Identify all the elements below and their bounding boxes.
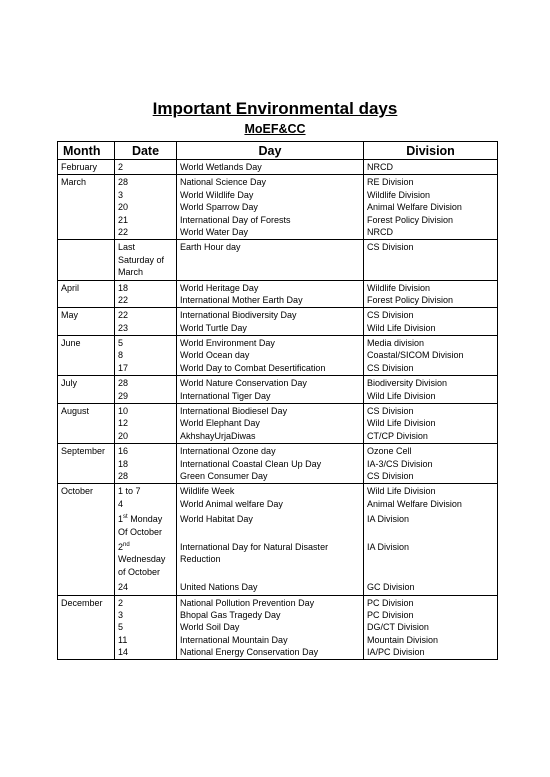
month-label: April: [61, 282, 80, 293]
division-cell: [364, 240, 498, 280]
date-text: 11: [118, 634, 128, 645]
division-cell: [364, 404, 498, 444]
date-text: 22: [118, 226, 129, 237]
date-cell: [115, 595, 177, 660]
division-text: CS Division: [367, 310, 414, 321]
date-text: 4: [118, 498, 124, 509]
day-cell: [177, 376, 364, 404]
day-cell: [177, 484, 364, 595]
month-label: March: [61, 177, 87, 188]
month-cell: [58, 160, 115, 175]
month-label: December: [61, 597, 103, 608]
month-label: September: [61, 446, 106, 457]
date-text: 1st Monday: [118, 514, 163, 525]
division-text: Wild Life Division: [367, 322, 436, 333]
environmental-days-table: [57, 141, 498, 660]
division-text: Ozone Cell: [367, 446, 412, 457]
day-cell: [177, 444, 364, 484]
table-row: [58, 280, 498, 308]
month-label: February: [61, 162, 98, 172]
day-text: Green Consumer Day: [180, 470, 268, 481]
date-cell: [115, 308, 177, 336]
date-text: 12: [118, 418, 129, 429]
day-text: World Ocean day: [180, 350, 250, 361]
division-text: NRCD: [367, 162, 393, 172]
date-text: 22: [118, 294, 129, 305]
division-text: Media division: [367, 338, 425, 349]
date-cell: [115, 175, 177, 240]
date-text: 17: [118, 362, 129, 373]
date-text: March: [118, 267, 144, 278]
day-cell: [177, 240, 364, 280]
date-text: 2: [118, 597, 124, 608]
date-text: 14: [118, 647, 129, 658]
date-text: 28: [118, 470, 129, 481]
month-label: May: [61, 310, 79, 321]
date-cell: [115, 376, 177, 404]
division-text: Wild Life Division: [367, 486, 436, 497]
day-text: National Pollution Prevention Day: [180, 597, 315, 608]
day-cell: [177, 280, 364, 308]
table-row: [58, 404, 498, 444]
division-text: PC Division: [367, 609, 414, 620]
division-cell: [364, 160, 498, 175]
date-cell: [115, 280, 177, 308]
day-text: International Day for Natural Disaster: [180, 541, 329, 552]
division-text: Wild Life Division: [367, 390, 436, 401]
table-header-row: [58, 142, 498, 160]
date-cell: [115, 240, 177, 280]
day-text: Wildlife Week: [180, 486, 235, 497]
day-text: World Heritage Day: [180, 282, 259, 293]
division-cell: [364, 175, 498, 240]
day-cell: [177, 175, 364, 240]
table-row: [58, 595, 498, 660]
division-text: NRCD: [367, 226, 393, 237]
month-cell: [58, 595, 115, 660]
table-row: [58, 160, 498, 175]
day-text: World Sparrow Day: [180, 202, 258, 213]
day-cell: [177, 595, 364, 660]
division-text: GC Division: [367, 582, 415, 593]
table-row: [58, 240, 498, 280]
day-text: International Day of Forests: [180, 214, 291, 225]
division-text: Wild Life Division: [367, 418, 436, 429]
table-row: [58, 484, 498, 595]
day-text: National Energy Conservation Day: [180, 647, 319, 658]
date-cell: [115, 484, 177, 595]
date-text: 10: [118, 406, 129, 417]
date-text: 2: [118, 162, 124, 172]
division-cell: [364, 280, 498, 308]
month-cell: [58, 376, 115, 404]
date-text: 29: [118, 390, 129, 401]
day-text: Bhopal Gas Tragedy Day: [180, 609, 281, 620]
division-text: IA-3/CS Division: [367, 458, 433, 469]
date-text: 20: [118, 202, 129, 213]
table-row: [58, 175, 498, 240]
date-text: 5: [118, 338, 124, 349]
division-text: IA Division: [367, 541, 410, 552]
date-text: of October: [118, 566, 161, 577]
table-body: [58, 160, 498, 660]
date-text: 24: [118, 582, 129, 593]
division-text: Animal Welfare Division: [367, 202, 462, 213]
day-text: World Water Day: [180, 226, 249, 237]
month-label: June: [61, 338, 81, 349]
day-text: Reduction: [180, 554, 221, 565]
header-date: Date: [115, 142, 177, 160]
date-text: 3: [118, 609, 124, 620]
table-row: [58, 308, 498, 336]
month-cell: [58, 404, 115, 444]
date-text: 18: [118, 458, 129, 469]
division-text: Coastal/SICOM Division: [367, 350, 464, 361]
day-text: World Environment Day: [180, 338, 275, 349]
division-text: CS Division: [367, 406, 414, 417]
division-text: Forest Policy Division: [367, 294, 454, 305]
date-text: 23: [118, 322, 129, 333]
division-text: CS Division: [367, 362, 414, 373]
header-day: Day: [177, 142, 364, 160]
date-text: 8: [118, 350, 124, 361]
division-cell: [364, 484, 498, 595]
division-text: CS Division: [367, 470, 414, 481]
day-text: International Biodiversity Day: [180, 310, 297, 321]
date-text: 21: [118, 214, 129, 225]
table-row: [58, 336, 498, 376]
division-text: DG/CT Division: [367, 622, 429, 633]
day-text: World Day to Combat Desertification: [180, 362, 326, 373]
division-cell: [364, 444, 498, 484]
day-text: World Wetlands Day: [180, 162, 262, 172]
date-cell: [115, 444, 177, 484]
division-text: CT/CP Division: [367, 430, 428, 441]
month-cell: [58, 280, 115, 308]
date-text: 22: [118, 310, 129, 321]
day-text: International Coastal Clean Up Day: [180, 458, 322, 469]
day-text: World Nature Conservation Day: [180, 378, 307, 389]
division-text: Biodiversity Division: [367, 378, 448, 389]
date-text: Of October: [118, 526, 163, 537]
month-cell: [58, 484, 115, 595]
day-text: World Animal welfare Day: [180, 498, 283, 509]
date-text: 18: [118, 282, 129, 293]
date-cell: [115, 336, 177, 376]
date-text: 3: [118, 189, 124, 200]
date-text: 2nd: [118, 541, 130, 552]
month-cell: [58, 336, 115, 376]
division-text: Mountain Division: [367, 634, 439, 645]
division-text: IA Division: [367, 514, 410, 525]
date-text: 28: [118, 378, 129, 389]
date-text: 1 to 7: [118, 486, 141, 497]
day-text: International Mountain Day: [180, 634, 288, 645]
division-text: IA/PC Division: [367, 647, 425, 658]
header-division: Division: [364, 142, 498, 160]
division-text: RE Division: [367, 177, 414, 188]
day-cell: [177, 336, 364, 376]
day-text: Earth Hour day: [180, 242, 241, 253]
date-text: Saturday of: [118, 254, 165, 265]
date-text: Last: [118, 242, 136, 253]
day-text: AkhshayUrjaDiwas: [180, 430, 256, 441]
month-cell: [58, 308, 115, 336]
division-text: Wildlife Division: [367, 189, 431, 200]
table-row: [58, 444, 498, 484]
month-cell: [58, 240, 115, 280]
date-text: 5: [118, 622, 124, 633]
day-text: World Habitat Day: [180, 514, 253, 525]
division-text: Wildlife Division: [367, 282, 431, 293]
page-title: Important Environmental days: [152, 99, 398, 118]
division-cell: [364, 376, 498, 404]
division-text: Animal Welfare Division: [367, 498, 462, 509]
division-cell: [364, 336, 498, 376]
day-text: United Nations Day: [180, 582, 258, 593]
month-cell: [58, 444, 115, 484]
day-text: International Ozone day: [180, 446, 276, 457]
division-cell: [364, 595, 498, 660]
month-label: July: [61, 378, 78, 389]
division-cell: [364, 308, 498, 336]
division-text: Forest Policy Division: [367, 214, 454, 225]
date-text: Wednesday: [118, 554, 166, 565]
day-cell: [177, 160, 364, 175]
month-label: August: [61, 406, 90, 417]
day-cell: [177, 404, 364, 444]
date-text: 20: [118, 430, 129, 441]
date-cell: [115, 160, 177, 175]
month-label: October: [61, 486, 94, 497]
header-month: Month: [58, 142, 115, 160]
day-text: World Elephant Day: [180, 418, 260, 429]
division-text: CS Division: [367, 242, 414, 253]
table-row: [58, 376, 498, 404]
day-text: World Wildlife Day: [180, 189, 254, 200]
date-text: 16: [118, 446, 129, 457]
page-subtitle: MoEF&CC: [244, 122, 306, 136]
date-text: 28: [118, 177, 129, 188]
day-text: National Science Day: [180, 177, 267, 188]
date-cell: [115, 404, 177, 444]
month-cell: [58, 175, 115, 240]
day-text: International Tiger Day: [180, 390, 271, 401]
day-text: International Mother Earth Day: [180, 294, 303, 305]
division-text: PC Division: [367, 597, 414, 608]
day-text: World Soil Day: [180, 622, 240, 633]
day-text: International Biodiesel Day: [180, 406, 288, 417]
day-text: World Turtle Day: [180, 322, 247, 333]
day-cell: [177, 308, 364, 336]
